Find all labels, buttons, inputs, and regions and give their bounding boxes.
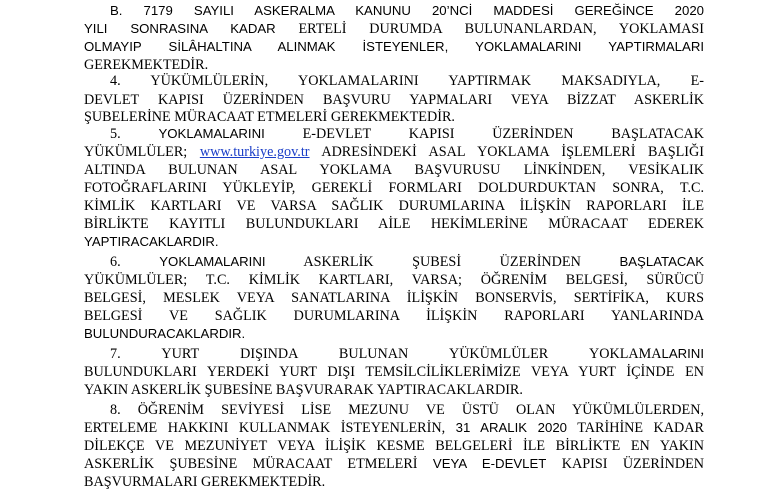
paragraph-5-line-5 bbox=[84, 197, 704, 215]
paragraph-5-line-2 bbox=[84, 143, 704, 161]
text-segment: 4. YÜKÜMLÜLERİN, YOKLAMALARINI YAPTIRMAK MAKSADIYLA, E- bbox=[110, 73, 704, 89]
text-segment: ŞUBELERİNE MÜRACAAT ETMELERİ GEREKMEKTEDİR. bbox=[84, 109, 455, 125]
text-segment: YAPTIRACAKLARDIR. bbox=[84, 234, 219, 249]
text-segment: BELGESİ, MESLEK VEYA SANATLARINA İLİŞKİN BONSERVİS, SERTİFİKA, KURS bbox=[84, 290, 704, 306]
paragraph-7-line-1 bbox=[110, 345, 704, 363]
paragraph-4-line-1 bbox=[110, 72, 704, 90]
paragraph-4-line-3 bbox=[84, 108, 704, 126]
text-segment: GEREKMEKTEDİR. bbox=[84, 57, 209, 73]
text-segment: BULUNDUKLARI YERDEKİ YURT DIŞI TEMSİLCİLİKLERİMİZE VEYA YURT İÇİNDE EN bbox=[84, 364, 704, 380]
paragraph-8-line-5 bbox=[84, 473, 704, 491]
text-segment: TARİHİNE KADAR bbox=[567, 420, 704, 436]
text-segment: 6. bbox=[110, 254, 160, 270]
paragraph-6-line-5 bbox=[84, 325, 704, 343]
text-segment: BAŞLATACAK bbox=[619, 254, 704, 269]
text-segment: B. 7179 SAYILI ASKERALMA KANUNU 20’NCİ MADDESİ GEREĞİNCE 2020 bbox=[110, 3, 704, 18]
text-segment: VEYA E-DEVLET bbox=[432, 456, 547, 471]
paragraph-5-line-7 bbox=[84, 233, 704, 251]
text-segment: 7. YURT DIŞINDA BULUNAN YÜKÜMLÜLER YOKLAMA bbox=[110, 346, 662, 362]
text-segment: DEVLET KAPISI ÜZERİNDEN BAŞVURU YAPMALARI VEYA BİZZAT ASKERLİK bbox=[84, 92, 704, 108]
paragraph-6-line-3 bbox=[84, 289, 704, 307]
text-segment: BİRLİKTE KAYITLI BULUNDUKLARI AİLE HEKİMLERİNE MÜRACAAT EDEREK bbox=[84, 216, 704, 232]
paragraph-6-line-1 bbox=[110, 253, 704, 271]
text-segment: BULUNDURACAKLARDIR. bbox=[84, 326, 246, 341]
paragraph-6-line-2 bbox=[84, 271, 704, 289]
paragraph-7-line-3 bbox=[84, 381, 704, 399]
text-segment: LARINI bbox=[661, 346, 704, 361]
paragraph-5-line-4 bbox=[84, 179, 704, 197]
text-segment: YÜKÜMLÜLER; bbox=[84, 144, 200, 160]
text-segment: E-DEVLET KAPISI ÜZERİNDEN BAŞLATACAK bbox=[264, 126, 704, 142]
text-segment: YÜKÜMLÜLER; T.C. KİMLİK KARTLARI, VARSA; ÖĞRENİM BELGESİ, SÜRÜCÜ bbox=[84, 272, 704, 288]
paragraph-6-line-4 bbox=[84, 307, 704, 325]
text-segment: ASKERLİK ŞUBESİ ÜZERİNDEN bbox=[265, 254, 620, 270]
turkiye-gov-link[interactable]: www.turkiye.gov.tr bbox=[199, 144, 310, 160]
text-segment: ASKERLİK ŞUBESİNE MÜRACAAT ETMELERİ bbox=[84, 456, 433, 472]
text-segment: KİMLİK KARTLARI VE VARSA SAĞLIK DURUMLARINA İLİŞKİN RAPORLARI İLE bbox=[84, 198, 704, 214]
text-segment: 5. bbox=[110, 126, 159, 142]
paragraph-8-line-4 bbox=[84, 455, 704, 473]
text-segment: BAŞVURMALARI GEREKMEKTEDİR. bbox=[84, 474, 326, 490]
paragraph-5-line-3 bbox=[84, 161, 704, 179]
text-segment: , YOKLAMALARINI YAPTIRMALARI bbox=[444, 39, 705, 54]
paragraph-B-line-2 bbox=[84, 20, 704, 38]
paragraph-B-line-3 bbox=[84, 38, 704, 56]
text-segment: 8. ÖĞRENİM SEVİYESİ LİSE MEZUNU VE ÜSTÜ OLAN YÜKÜMLÜLERDEN, bbox=[110, 402, 704, 418]
text-segment: ADRESİNDEKİ ASAL YOKLAMA İŞLEMLERİ BAŞLIĞI bbox=[309, 144, 705, 160]
paragraph-4-line-2 bbox=[84, 91, 704, 109]
text-segment: DİLEKÇE VE MEZUNİYET VEYA İLİŞİK KESME BELGELERİ İLE BİRLİKTE EN YAKIN bbox=[84, 438, 704, 454]
paragraph-B-line-1 bbox=[110, 2, 704, 20]
paragraph-8-line-1 bbox=[110, 401, 704, 419]
text-segment: ERTELEME HAKKINI KULLANMAK İSTEYENLERİN, bbox=[84, 420, 456, 436]
text-segment: 31 ARALIK 2020 bbox=[455, 420, 568, 435]
paragraph-8-line-2 bbox=[84, 419, 704, 437]
text-segment: YOKLAMALARINI bbox=[159, 254, 266, 269]
paragraph-5-line-6 bbox=[84, 215, 704, 233]
text-segment: ERTELİ DURUMDA BULUNANLARDAN, YOKLAMASI bbox=[275, 21, 704, 37]
text-segment: YOKLAMALARINI bbox=[158, 126, 265, 141]
text-segment: OLMAYIP SİLÂHALTINA ALINMAK İSTEYENLER bbox=[84, 39, 445, 54]
text-segment: YILI SONRASINA KADAR bbox=[84, 21, 276, 36]
paragraph-8-line-3 bbox=[84, 437, 704, 455]
text-segment: FOTOĞRAFLARINI YÜKLEYİP, GEREKLİ FORMLARI DOLDURDUKTAN SONRA, T.C. bbox=[84, 180, 704, 196]
paragraph-7-line-2 bbox=[84, 363, 704, 381]
text-segment: KAPISI ÜZERİNDEN bbox=[546, 456, 704, 472]
text-segment: YAKIN ASKERLİK ŞUBESİNE BAŞVURARAK YAPTIRACAKLARDIR. bbox=[84, 382, 523, 398]
paragraph-5-line-1 bbox=[110, 125, 704, 143]
text-segment: BELGESİ VE SAĞLIK DURUMLARINA İLİŞKİN RAPORLARI YANLARINDA bbox=[84, 308, 704, 324]
text-segment: ALTINDA BULUNAN ASAL YOKLAMA BAŞVURUSU LİNKİNDEN, VESİKALIK bbox=[84, 162, 704, 178]
